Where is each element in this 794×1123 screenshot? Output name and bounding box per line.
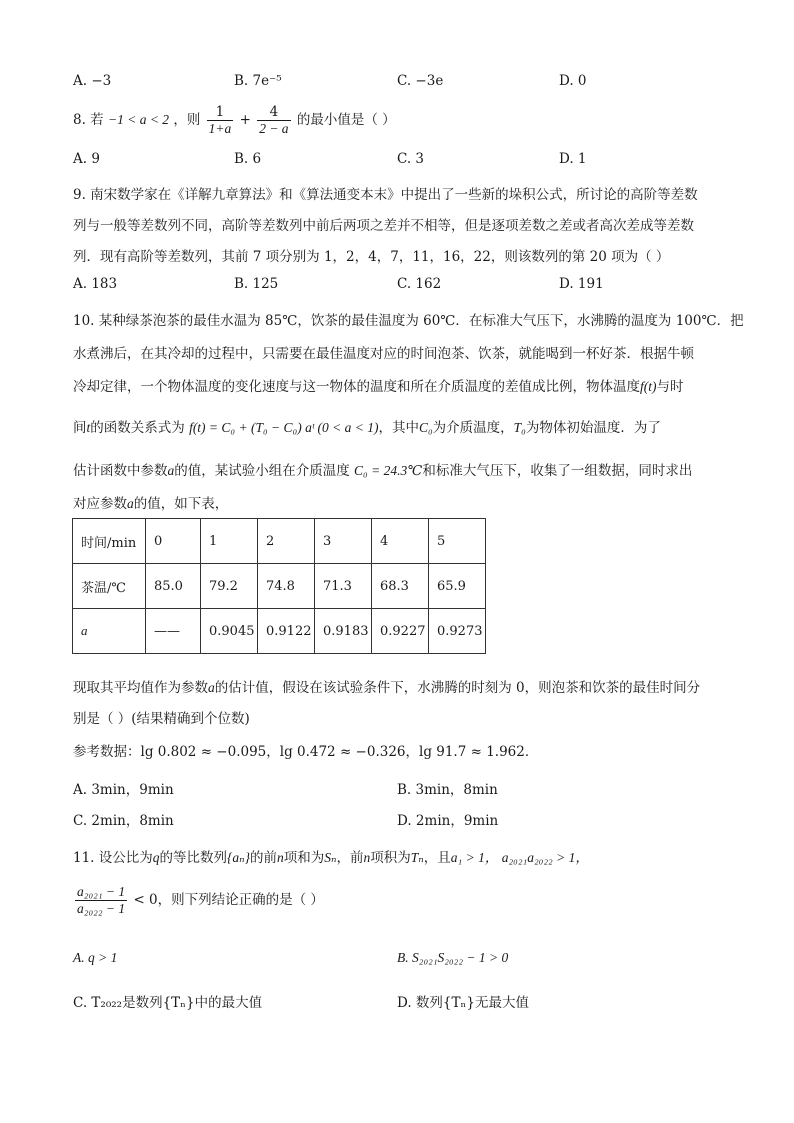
q11-option-b: B. S₂₀₂₁S₂₀₂₂ − 1 > 0: [397, 950, 509, 965]
q8-range: −1 < a < 2: [107, 112, 170, 127]
q11-option-d: D. 数列{Tₙ}无最大值: [397, 995, 529, 1011]
q7-option-a: A. −3: [73, 73, 112, 89]
table-cell: 74.8: [258, 564, 315, 609]
q10-data-table: [72, 518, 486, 654]
q11-option-c: C. T₂₀₂₂是数列{Tₙ}中的最大值: [73, 995, 263, 1011]
q10-line-7: 现取其平均值作为参数a的估计值，假设在该试验条件下，水沸腾的时刻为 0，则泡茶和饮茶的最佳时间分: [73, 680, 701, 696]
q8-stem: [73, 104, 396, 137]
q10-line-3: 冷却定律，一个物体温度的变化速度与这一物体的温度和所在介质温度的差值成比例，物体温度f(t)与时: [73, 379, 684, 395]
q8-suffix: 的最小值是（ ）: [296, 112, 396, 128]
table-header-a: a: [73, 609, 146, 654]
q9-line-1: 9. 南宋数学家在《详解九章算法》和《算法通变本末》中提出了一些新的垛积公式，所讨论的高阶等差数: [73, 187, 698, 203]
q9-option-b: B. 125: [234, 276, 279, 292]
q10-line-6: 对应参数a的值，如下表，: [73, 496, 229, 512]
table-cell: 2: [258, 519, 315, 564]
q9-option-a: A. 183: [73, 276, 118, 292]
table-row: [73, 609, 486, 654]
q11-line-2: $\frac{\text{a₂₀₂₁ − 1}}{\text{a₂₀₂₂ − 1}}$ < 0，则下列结论正确的是（ ）: [77, 884, 324, 916]
table-cell: 0.9045: [201, 609, 258, 654]
q8-option-a: A. 9: [73, 151, 100, 167]
q8-plus: +: [239, 112, 251, 128]
table-cell: 0.9122: [258, 609, 315, 654]
table-cell: 65.9: [429, 564, 486, 609]
table-cell: 3: [315, 519, 372, 564]
q7-option-d: D. 0: [559, 73, 587, 89]
q9-line-3: 列．现有高阶等差数列，其前 7 项分别为 1，2，4，7，11，16，22，则该数列的第 20 项为（ ）: [73, 249, 670, 265]
q10-line-4: 间t的函数关系式为 f(t) = C₀ + (T₀ − C₀) aᵗ (0 < a < 1)，其中C₀为介质温度，T₀为物体初始温度．为了: [73, 420, 661, 436]
q8-fraction-2: $\frac{4}{2 - a}$: [259, 104, 289, 136]
table-cell: 68.3: [372, 564, 429, 609]
q11-option-a: A. q > 1: [73, 950, 118, 965]
q10-option-b: B. 3min，8min: [397, 782, 498, 798]
table-cell: 0.9183: [315, 609, 372, 654]
q8-prefix: 8. 若: [73, 112, 104, 128]
q10-line-8: 别是（ ）(结果精确到个位数): [73, 711, 250, 727]
table-cell: 0.9227: [372, 609, 429, 654]
table-cell: 4: [372, 519, 429, 564]
q8-option-c: C. 3: [397, 151, 425, 167]
q11-line-1: 11. 设公比为q的等比数列{aₙ}的前n项和为Sₙ，前n项积为Tₙ，且a₁ > 1， a₂₀₂₁a₂₀₂₂ > 1，: [73, 850, 589, 866]
table-header-time: 时间/min: [73, 519, 146, 564]
q8-option-d: D. 1: [559, 151, 587, 167]
q10-medium-temp: C₀ = 24.3℃: [354, 463, 423, 478]
table-cell: 0.9273: [429, 609, 486, 654]
q10-formula-ft: f(t): [640, 379, 657, 394]
q7-option-b: B. 7e⁻⁵: [234, 73, 282, 89]
table-header-temp: 茶温/℃: [73, 564, 146, 609]
table-cell: 85.0: [146, 564, 201, 609]
table-cell: 5: [429, 519, 486, 564]
q10-option-c: C. 2min，8min: [73, 813, 174, 829]
q8-mid: ，则: [173, 112, 201, 128]
table-cell: 71.3: [315, 564, 372, 609]
table-cell: 1: [201, 519, 258, 564]
table-cell: 79.2: [201, 564, 258, 609]
table-row: [73, 564, 486, 609]
table-row: [73, 519, 486, 564]
q8-option-b: B. 6: [234, 151, 262, 167]
q10-line-1: 10. 某种绿茶泡茶的最佳水温为 85℃，饮茶的最佳温度为 60℃．在标准大气压下，水沸腾的温度为 100℃．把: [73, 313, 744, 329]
q10-reference-data: 参考数据：lg 0.802 ≈ −0.095，lg 0.472 ≈ −0.326，lg 91.7 ≈ 1.962．: [73, 744, 539, 760]
q7-option-c: C. −3e: [397, 73, 444, 89]
table-cell: ——: [146, 609, 201, 654]
q9-option-c: C. 162: [397, 276, 442, 292]
q9-option-d: D. 191: [559, 276, 604, 292]
q10-option-a: A. 3min，9min: [73, 782, 174, 798]
table-cell: 0: [146, 519, 201, 564]
q8-fraction-1: $\frac{1}{1+a}$: [208, 104, 232, 136]
q10-line-5: 估计函数中参数a的值，某试验小组在介质温度 C₀ = 24.3℃和标准大气压下，收集了一组数据，同时求出: [73, 463, 693, 479]
q10-line-2: 水煮沸后，在其冷却的过程中，只需要在最佳温度对应的时间泡茶、饮茶，就能喝到一杯好茶．根据牛顿: [73, 346, 694, 362]
q11-fraction: $\frac{\text{a₂₀₂₁ − 1}}{\text{a₂₀₂₂ − 1}}$: [77, 884, 126, 916]
q9-line-2: 列与一般等差数列不同，高阶等差数列中前后两项之差并不相等，但是逐项差数之差或者高次差成等差数: [73, 218, 694, 234]
q10-cooling-formula: f(t) = C₀ + (T₀ − C₀) aᵗ (0 < a < 1): [189, 420, 379, 435]
q10-option-d: D. 2min，9min: [397, 813, 499, 829]
